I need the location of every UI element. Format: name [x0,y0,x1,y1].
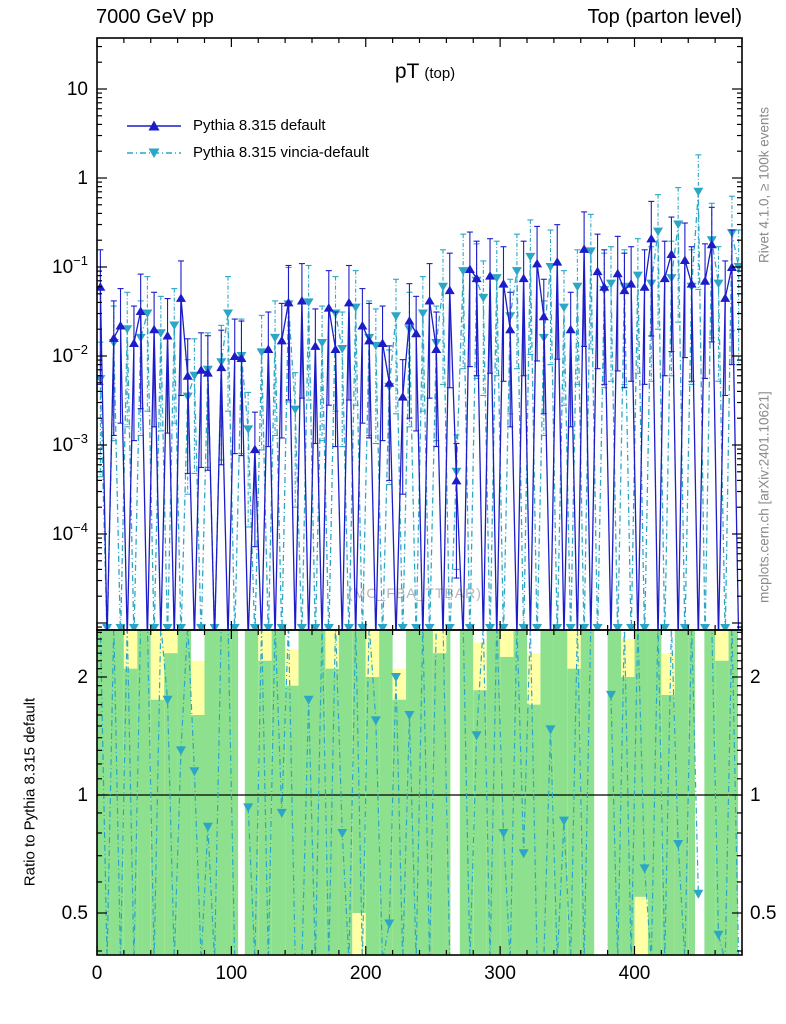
marker-triangle-down [673,221,683,230]
y-tick-label: 1 [77,168,88,189]
marker-triangle-up [324,303,334,312]
y-tick-label: 10 [66,79,88,100]
legend-label-default: Pythia 8.315 default [193,117,326,134]
analysis-watermark: (MC_FBA_TTBAR) [348,585,482,601]
marker-triangle-up [700,276,710,285]
marker-triangle-down [572,283,582,292]
marker-triangle-up [593,267,603,276]
marker-triangle-up [129,338,139,347]
y-tick-label: $10^{-4}$ [52,520,88,545]
marker-triangle-up [707,240,717,249]
marker-triangle-up [720,293,730,302]
green-band-bin [635,628,648,896]
marker-triangle-down [169,322,179,331]
green-band-bin [178,628,191,964]
marker-triangle-up [640,282,650,291]
plot-title [300,60,550,84]
x-tick-label: 400 [618,963,651,984]
marker-triangle-up [216,363,226,372]
marker-triangle-up [445,286,455,295]
marker-triangle-up [552,257,562,266]
marker-triangle-up [277,336,287,345]
header-beam-energy: 7000 GeV pp [96,6,214,28]
ratio-tick-label-left: 0.5 [61,903,88,924]
marker-triangle-down [391,312,401,321]
marker-triangle-down [653,228,663,237]
ratio-tick-label-left: 1 [77,785,88,806]
x-tick-label: 200 [349,963,382,984]
legend-sample-vincia-line [125,146,183,160]
marker-triangle-down [512,267,522,276]
marker-triangle-down [478,294,488,303]
marker-triangle-up [646,234,656,243]
rivet-version-note: Rivet 4.1.0, ≥ 100k events [756,107,772,263]
marker-triangle-down [317,339,327,348]
x-tick-label: 300 [484,963,516,984]
plot-title-main: pT [394,60,420,83]
green-band-bin [527,705,540,965]
ratio-tick-label-left: 2 [77,667,88,688]
marker-triangle-up [498,279,508,288]
marker-triangle-up [357,321,367,330]
marker-triangle-up [680,255,690,264]
y-tick-label: $10^{-3}$ [52,431,88,456]
marker-triangle-down [713,280,723,289]
green-band-bin [299,628,312,964]
legend-item-vincia [125,139,369,166]
marker-triangle-up [149,325,159,334]
marker-triangle-down [270,334,280,343]
ratio-tick-label-right: 2 [750,667,761,688]
ratio-tick-label-right: 0.5 [750,903,777,924]
ratio-axis-label: Ratio to Pythia 8.315 default [21,697,39,887]
marker-triangle-up [505,325,515,334]
green-band-bin [151,700,164,965]
marker-triangle-up [425,296,435,305]
marker-triangle-up [398,392,408,401]
legend [125,112,369,166]
marker-triangle-up [404,316,414,325]
marker-triangle-down [418,310,428,319]
x-tick-label: 100 [215,963,248,984]
y-tick-label: $10^{-1}$ [52,253,88,278]
marker-triangle-up [364,336,374,345]
marker-triangle-up [451,476,461,485]
marker-triangle-up [109,333,119,342]
marker-triangle-down [223,310,233,319]
green-band-bin [661,695,674,964]
marker-triangle-down [559,304,569,313]
legend-label-vincia: Pythia 8.315 vincia-default [193,144,369,161]
ratio-tick-label-right: 1 [750,785,761,806]
marker-triangle-up [344,298,354,307]
marker-triangle-down [438,283,448,292]
mcplots-credit-note: mcplots.cern.ch [arXiv:2401.10621] [756,391,772,603]
marker-triangle-up [310,341,320,350]
marker-triangle-up [613,269,623,278]
marker-triangle-up [431,344,441,353]
marker-triangle-up [519,274,529,283]
marker-triangle-up [411,329,421,338]
marker-triangle-up [566,325,576,334]
green-band-bin [124,669,137,965]
x-tick-label: 0 [91,963,103,984]
green-band-bin [231,628,238,964]
green-band-bin [688,628,695,964]
marker-triangle-up [384,378,394,387]
marker-triangle-down [633,272,643,281]
marker-triangle-down [290,406,300,415]
marker-triangle-down [525,253,535,262]
legend-sample-default-line [125,119,183,133]
header-process: Top (parton level) [587,6,742,28]
marker-triangle-down [693,188,703,197]
marker-triangle-down [243,425,253,434]
y-tick-label: $10^{-2}$ [52,342,88,367]
marker-triangle-up [250,445,260,454]
marker-triangle-up [532,259,542,268]
legend-item-default [125,112,369,139]
marker-triangle-up [539,312,549,321]
marker-triangle-up [176,293,186,302]
green-band-bin [500,657,513,964]
green-band-bin [285,686,298,965]
plot-title-sub: (top) [424,65,456,82]
